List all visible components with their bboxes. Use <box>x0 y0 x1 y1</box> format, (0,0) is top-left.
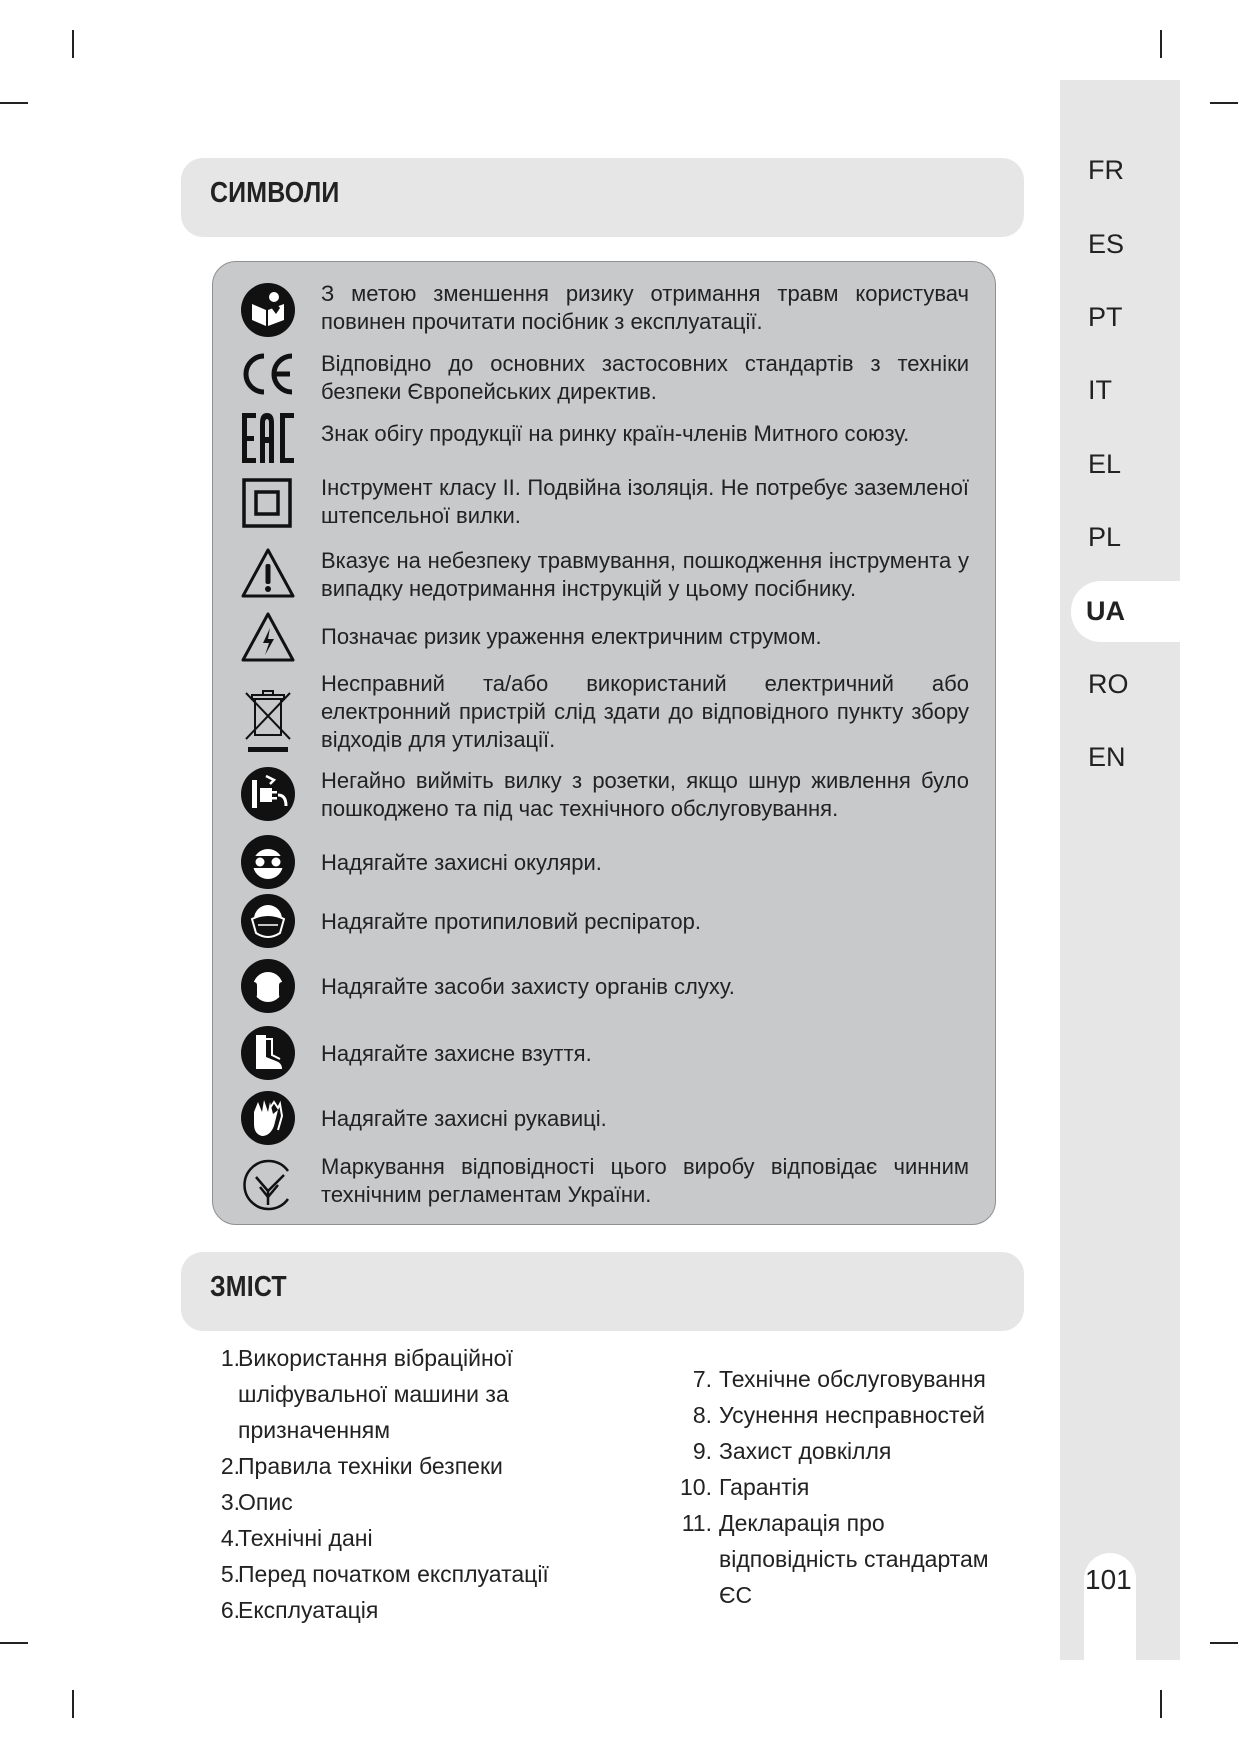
toc-item[interactable] <box>210 1448 630 1484</box>
language-tab-ua[interactable]: UA <box>1071 581 1180 642</box>
symbol-text-weee: Несправний та/або використаний електричний або електронний пристрій слід здати до відповідного пункту збору відходів для утилізації. <box>321 671 969 752</box>
symbol-text-eac: Знак обігу продукції на ринку країн-членів Митного союзу. <box>321 421 910 446</box>
symbol-text-warning: Вказує на небезпеку травмування, пошкодження інструмента у випадку недотримання інструкцій у цьому посібнику. <box>321 548 969 601</box>
toc-label: Захист довкілля <box>719 1438 892 1464</box>
language-tab-el[interactable]: EL <box>1088 449 1122 479</box>
page-number: 101 <box>1085 1564 1132 1595</box>
read-manual-icon <box>240 282 296 338</box>
symbol-text-unplug: Негайно вийміть вилку з розетки, якщо шнур живлення було пошкоджено та під час технічного обслуговування. <box>321 768 969 821</box>
crop-mark <box>1210 1642 1238 1644</box>
symbols-section-title: СИМВОЛИ <box>210 177 340 209</box>
contents-section-bar <box>181 1252 1024 1331</box>
toc-item[interactable] <box>210 1340 630 1448</box>
toc-item[interactable] <box>210 1592 630 1628</box>
toc-label: Усунення несправностей <box>719 1402 985 1428</box>
toc-label: Гарантія <box>719 1474 810 1500</box>
language-tab-es[interactable]: ES <box>1088 229 1125 259</box>
toc-number: 11. <box>681 1510 712 1536</box>
toc-left-column <box>210 1340 630 1628</box>
ce-mark-icon <box>240 346 296 402</box>
toc-number: 4. <box>220 1525 240 1551</box>
crop-mark <box>1160 30 1162 58</box>
symbol-text-ukraine-conformity: Маркування відповідності цього виробу відповідає чинним технічним регламентам України. <box>321 1154 969 1207</box>
toc-item[interactable] <box>210 1520 630 1556</box>
crop-mark <box>0 102 28 104</box>
crop-mark <box>72 1690 74 1718</box>
toc-label: Технічні дані <box>238 1525 373 1551</box>
toc-item[interactable] <box>672 1469 1012 1505</box>
eac-mark-icon <box>240 408 296 466</box>
symbol-text-safety-boots: Надягайте захисне взуття. <box>321 1041 592 1066</box>
toc-number: 7. <box>692 1366 712 1392</box>
toc-label: Перед початком експлуатації <box>238 1561 549 1587</box>
toc-number: 5. <box>220 1561 240 1587</box>
crop-mark <box>72 30 74 58</box>
toc-item[interactable] <box>210 1556 630 1592</box>
toc-label: Опис <box>238 1489 293 1515</box>
crop-mark <box>0 1642 28 1644</box>
toc-number: 2. <box>220 1453 240 1479</box>
toc-number: 1. <box>220 1345 240 1371</box>
safety-boots-icon <box>240 1025 296 1081</box>
symbol-text-class-ii: Інструмент класу II. Подвійна ізоляція. Не потребує заземленої штепсельної вилки. <box>321 475 969 528</box>
language-tab-ro[interactable]: RO <box>1088 669 1129 699</box>
toc-item[interactable] <box>672 1397 1012 1433</box>
symbol-text-ce: Відповідно до основних застосовних стандартів з техніки безпеки Європейських директив. <box>321 351 969 404</box>
toc-number: 9. <box>692 1438 712 1464</box>
language-tab-en[interactable]: EN <box>1088 742 1126 772</box>
symbol-text-electric-hazard: Позначає ризик ураження електричним струмом. <box>321 624 822 649</box>
toc-number: 10. <box>680 1474 712 1500</box>
toc-label: Правила техніки безпеки <box>238 1453 503 1479</box>
contents-section-title: ЗМІСТ <box>210 1271 287 1303</box>
safety-gloves-icon <box>240 1090 296 1146</box>
symbol-text-respirator: Надягайте протипиловий респіратор. <box>321 909 701 934</box>
symbol-text-ear-protection: Надягайте засоби захисту органів слуху. <box>321 974 735 999</box>
symbol-text-read-manual: З метою зменшення ризику отримання травм користувач повинен прочитати посібник з експлуатації. <box>321 281 969 334</box>
toc-label: Декларація про відповідність стандартам ЄС <box>719 1510 989 1608</box>
electric-hazard-icon <box>240 610 296 666</box>
toc-label: Використання вібраційної шліфувальної машини за призначенням <box>238 1345 513 1443</box>
toc-item[interactable] <box>210 1484 630 1520</box>
language-tab-it[interactable]: IT <box>1088 375 1112 405</box>
toc-number: 6. <box>220 1597 240 1623</box>
language-tab-pl[interactable]: PL <box>1088 522 1122 552</box>
weee-bin-icon <box>240 678 296 752</box>
language-tab-fr[interactable]: FR <box>1088 155 1124 185</box>
respirator-icon <box>240 893 296 949</box>
warning-icon <box>240 546 296 602</box>
safety-goggles-icon <box>240 834 296 890</box>
toc-number: 3. <box>220 1489 240 1515</box>
toc-item[interactable] <box>672 1505 1012 1613</box>
toc-item[interactable] <box>672 1361 1012 1397</box>
toc-number: 8. <box>692 1402 712 1428</box>
ear-protection-icon <box>240 958 296 1014</box>
unplug-icon <box>240 766 296 822</box>
crop-mark <box>1210 102 1238 104</box>
symbol-text-goggles: Надягайте захисні окуляри. <box>321 850 602 875</box>
toc-label: Експлуатація <box>238 1597 379 1623</box>
crop-mark <box>1160 1690 1162 1718</box>
class-ii-icon <box>240 476 296 532</box>
toc-right-column <box>672 1361 1012 1613</box>
toc-item[interactable] <box>672 1433 1012 1469</box>
ukraine-conformity-icon <box>240 1157 296 1213</box>
language-tab-pt[interactable]: PT <box>1088 302 1123 332</box>
toc-label: Технічне обслуговування <box>719 1366 986 1392</box>
symbol-text-safety-gloves: Надягайте захисні рукавиці. <box>321 1106 607 1131</box>
